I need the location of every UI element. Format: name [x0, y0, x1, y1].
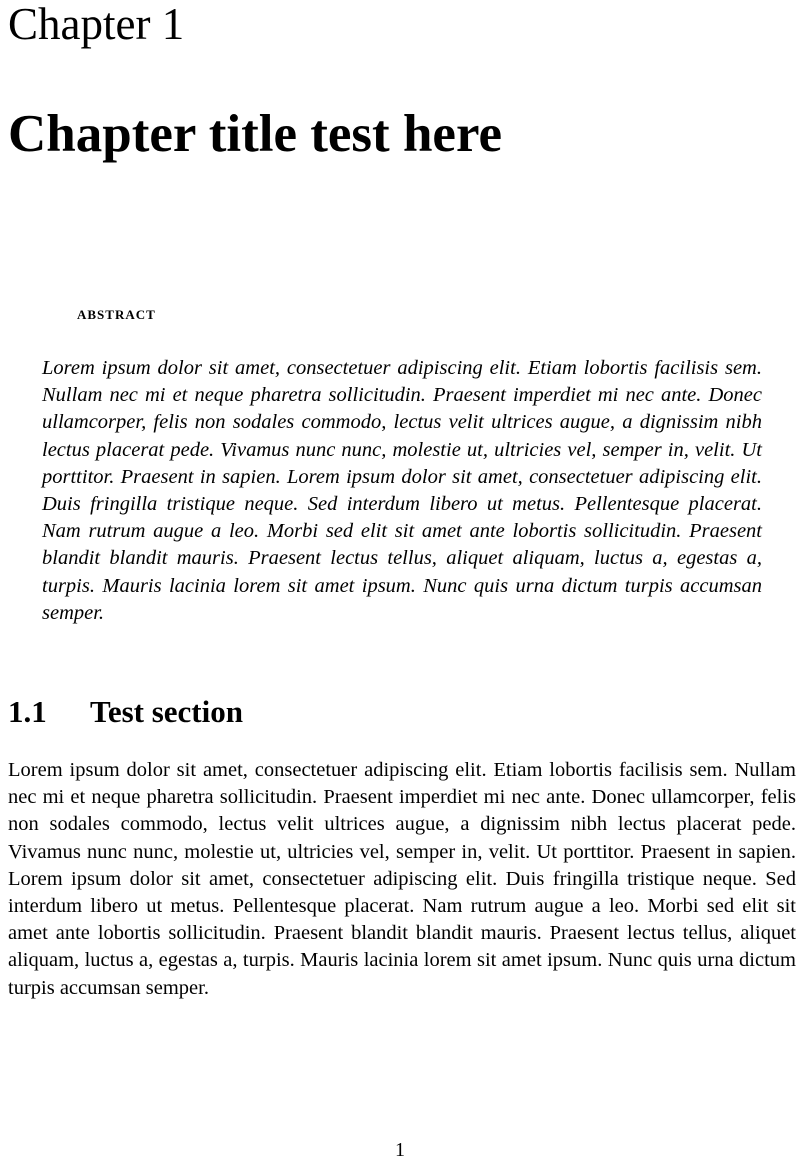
section-title: Test section: [90, 694, 243, 729]
abstract-heading: abstract: [77, 303, 156, 324]
page-number: 1: [395, 1139, 405, 1161]
section-body: Lorem ipsum dolor sit amet, consectetuer adipiscing elit. Etiam lobortis facilisis sem. Nullam nec mi et neque pharetra sollicitudin. Praesent imperdiet mi nec ante. Donec ullamcorper, felis non sodales commodo, lectus velit ultrices augue, a dignissim nibh lectus placerat pede. Vivamus nunc nunc, molestie ut, ultricies vel, semper in, velit. Ut porttitor. Praesent in sapien. Lorem ipsum dolor sit amet, consectetuer adipiscing elit. Duis fringilla tristique neque. Sed interdum libero ut metus. Pellentesque placerat. Nam rutrum augue a leo. Morbi sed elit sit amet ante lobortis sollicitudin. Praesent blandit blandit mauris. Praesent lectus tellus, aliquet aliquam, luctus a, egestas a, turpis. Mauris lacinia lorem sit amet ipsum. Nunc quis urna dictum turpis accumsan semper.: [8, 759, 796, 999]
chapter-title: Chapter title test here: [8, 105, 503, 163]
abstract-body: Lorem ipsum dolor sit amet, consectetuer adipiscing elit. Etiam lobortis facilisis sem. Nullam nec mi et neque pharetra sollicitudin. Praesent imperdiet mi nec ante. Donec ullamcorper, felis non sodales commodo, lectus velit ultrices augue, a dignissim nibh lectus placerat pede. Vivamus nunc nunc, molestie ut, ultricies vel, semper in, velit. Ut porttitor. Praesent in sapien. Lorem ipsum dolor sit amet, consectetuer adipiscing elit. Duis fringilla tristique neque. Sed interdum libero ut metus. Pellentesque placerat. Nam rutrum augue a leo. Morbi sed elit sit amet ante lobortis sollicitudin. Praesent blandit blandit mauris. Praesent lectus tellus, aliquet aliquam, luctus a, egestas a, turpis. Mauris lacinia lorem sit amet ipsum. Nunc quis urna dictum turpis accumsan semper.: [42, 357, 762, 624]
chapter-label: Chapter 1: [8, 0, 185, 49]
section-number: 1.1: [8, 694, 47, 729]
section-heading: [8, 694, 243, 730]
